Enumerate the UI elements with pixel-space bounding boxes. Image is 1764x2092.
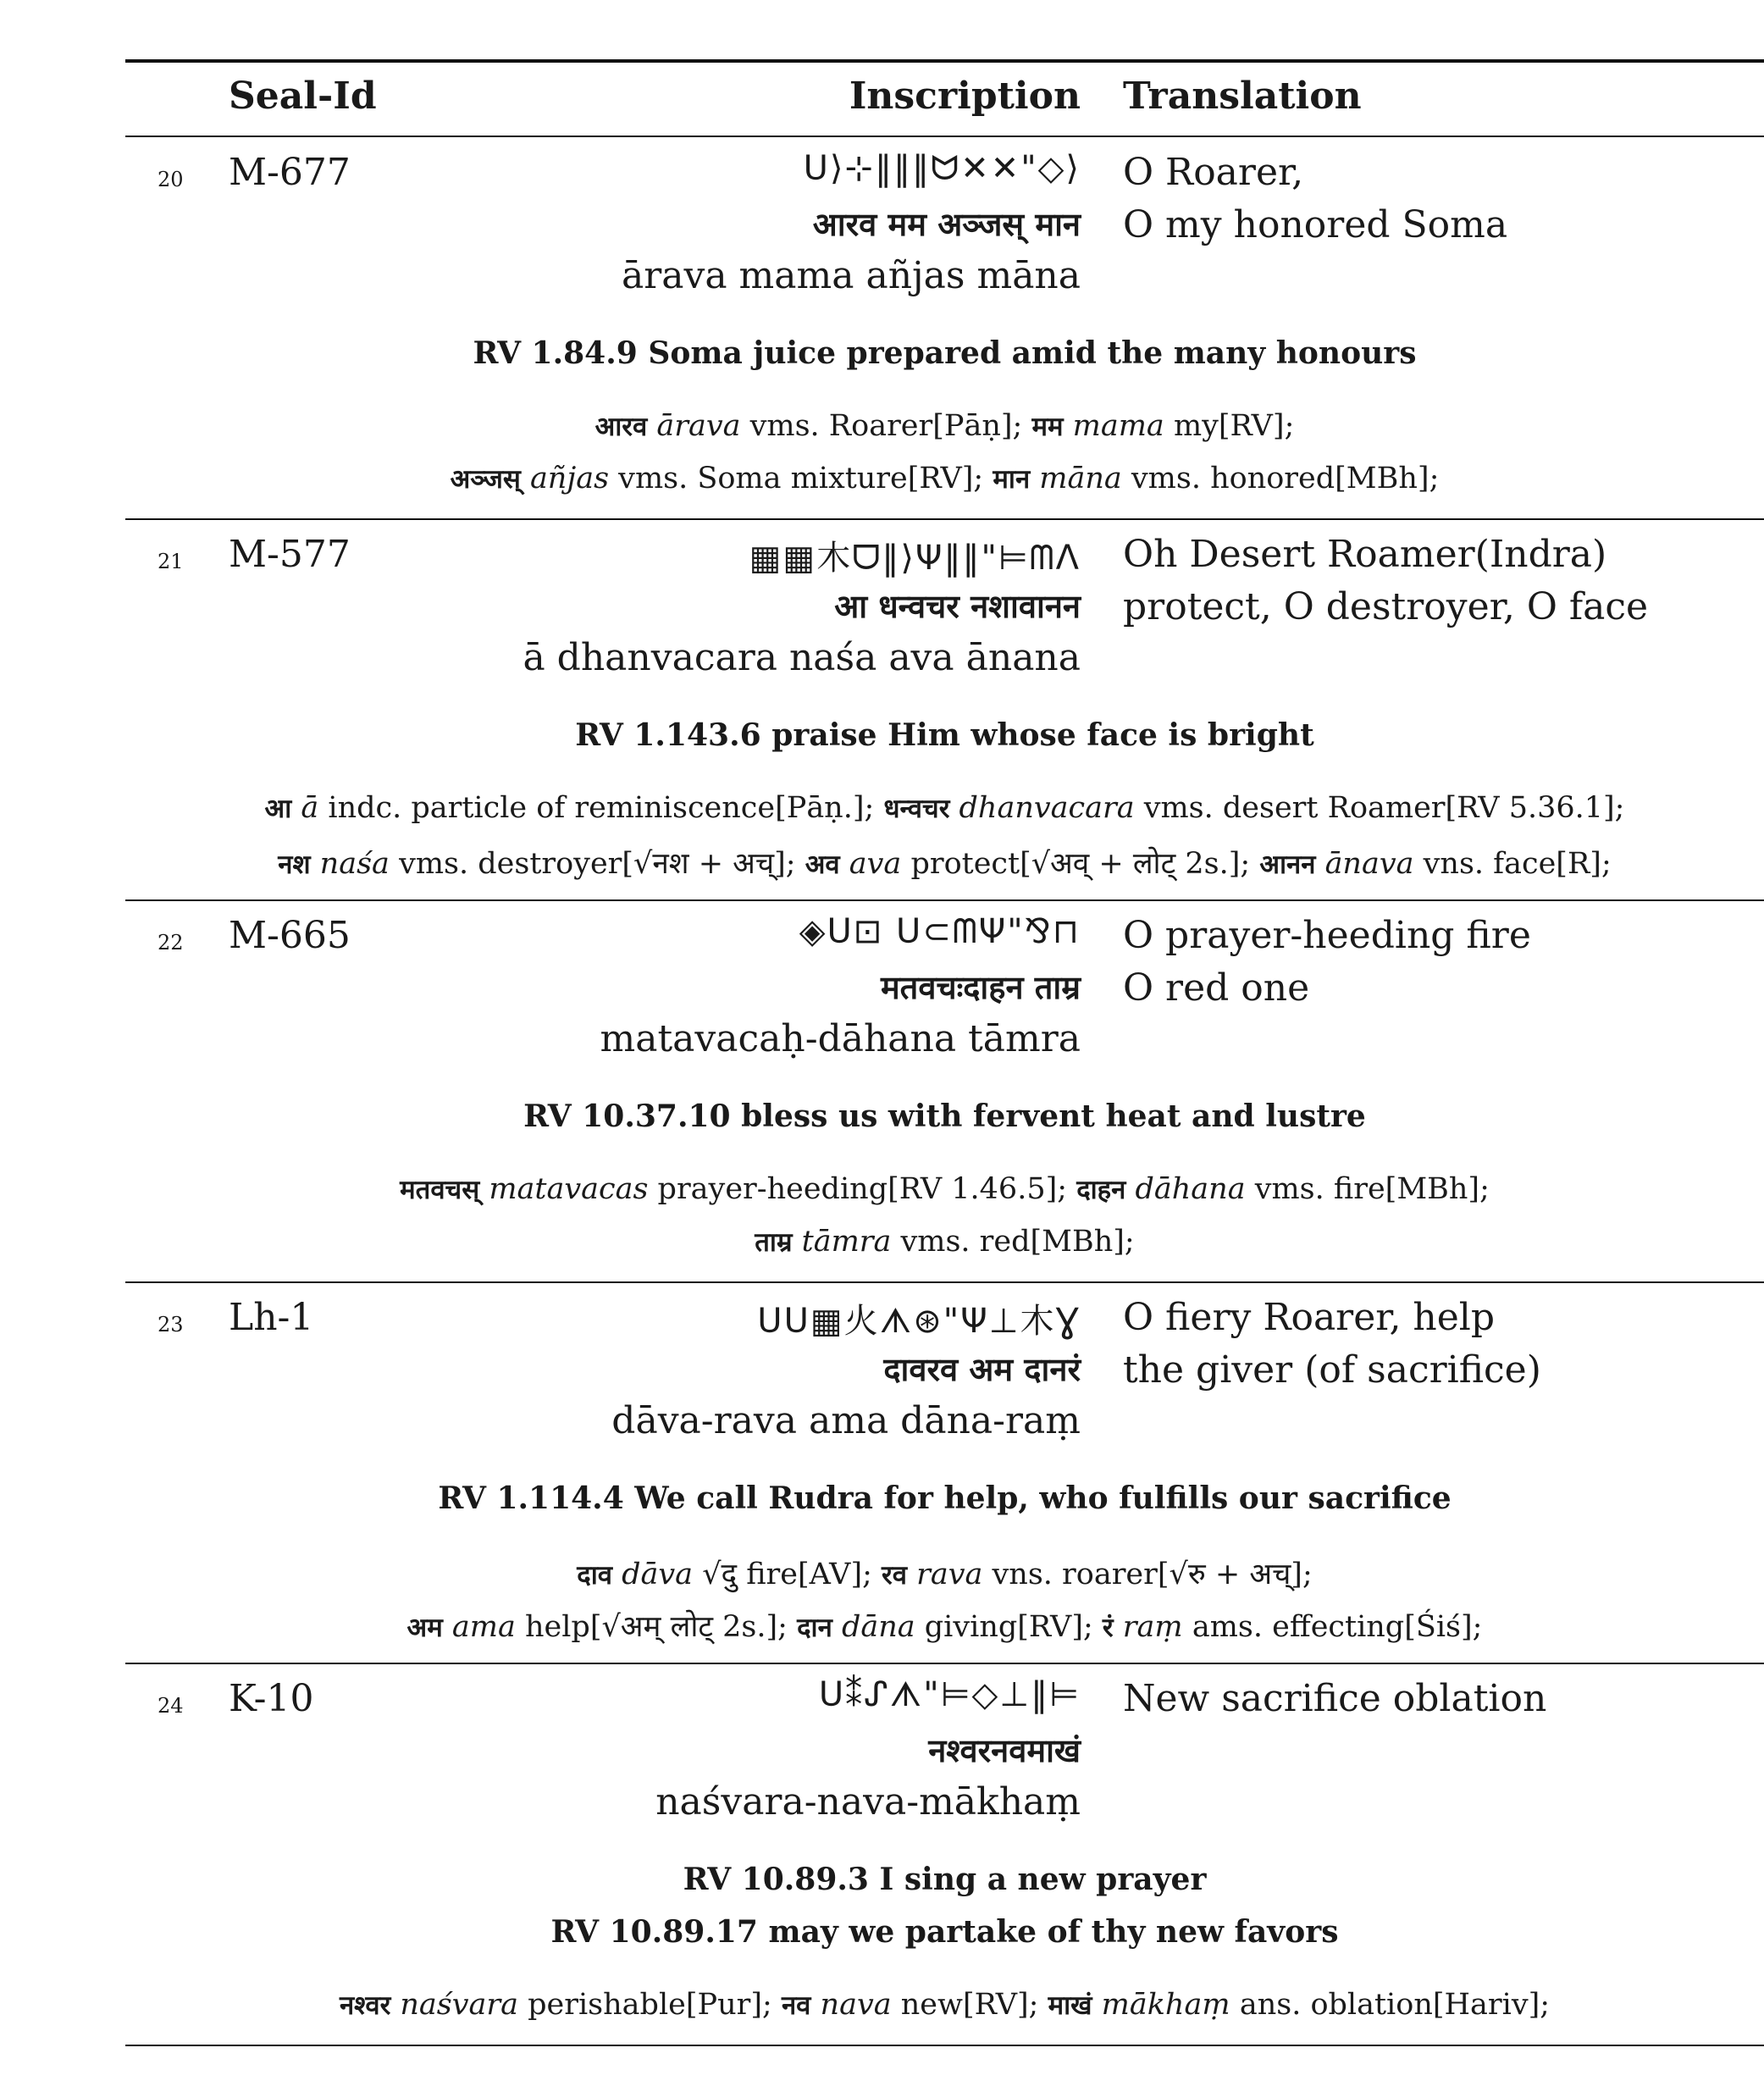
gloss-meaning: vns. roarer[√रु + अच्]; — [992, 1558, 1313, 1591]
seal-id: M-677 — [229, 151, 351, 194]
row-divider — [125, 1663, 1764, 1664]
row-divider — [125, 899, 1764, 901]
gloss-transliteration: añjas — [529, 462, 610, 495]
translation-line: O prayer-heeding fire — [1123, 914, 1531, 957]
devanagari-reading: मतवचःदाहन ताम्र — [880, 969, 1081, 1006]
rigveda-reference: RV 10.89.17 may we partake of thy new favors — [550, 1914, 1339, 1950]
gloss-line — [125, 843, 1764, 883]
gloss-transliteration: mama — [1072, 409, 1164, 443]
gloss-line — [125, 1224, 1764, 1259]
translation-line: O my honored Soma — [1123, 203, 1508, 246]
translation-line: O fiery Roarer, help — [1123, 1296, 1496, 1339]
gloss-devanagari: दाव — [577, 1560, 612, 1591]
gloss-line — [125, 461, 1764, 496]
gloss-devanagari: आनन — [1259, 850, 1316, 880]
gloss-line — [125, 1606, 1764, 1646]
seal-id: M-577 — [229, 533, 351, 576]
gloss-line — [125, 1987, 1764, 2023]
gloss-transliteration: dāhana — [1135, 1172, 1246, 1206]
gloss-meaning: vms. red[MBh]; — [900, 1225, 1135, 1259]
gloss-transliteration: ānava — [1324, 847, 1414, 881]
gloss-meaning: vns. face[R]; — [1423, 847, 1612, 881]
devanagari-reading: आरव मम अञ्जस् मान — [812, 206, 1081, 243]
gloss-line — [125, 408, 1764, 444]
gloss-meaning: ans. oblation[Hariv]; — [1239, 1988, 1551, 2022]
indus-script-inscription: ᑌ⟩⊹‖‖‖ᗢ✕✕"◇⟩ — [803, 149, 1081, 188]
gloss-meaning: ams. effecting[Śiś]; — [1192, 1610, 1483, 1644]
gloss-transliteration: ārava — [656, 409, 741, 443]
indus-script-inscription: ᑌᑌ▦⽕ᗑ⊛"Ψ⊥⽊Ɣ — [757, 1302, 1081, 1341]
devanagari-reading: आ धन्वचर नशावानन — [834, 588, 1081, 625]
gloss-devanagari: दान — [797, 1613, 832, 1643]
gloss-devanagari: आरव — [594, 412, 648, 442]
gloss-devanagari: नव — [781, 1990, 811, 2021]
gloss-devanagari: अञ्जस् — [450, 464, 521, 495]
rigveda-reference: RV 1.143.6 praise Him whose face is bright — [575, 717, 1314, 753]
gloss-devanagari: मान — [993, 464, 1031, 495]
row-divider — [125, 518, 1764, 520]
gloss-devanagari: आ — [264, 794, 292, 824]
gloss-transliteration: dhanvacara — [959, 791, 1135, 825]
transliteration: naśvara-nava-mākhaṃ — [655, 1780, 1081, 1824]
gloss-devanagari: मतवचस् — [400, 1175, 480, 1205]
gloss-transliteration: dāva — [622, 1558, 694, 1591]
gloss-devanagari: दाहन — [1076, 1175, 1126, 1205]
gloss-transliteration: ama — [451, 1610, 516, 1644]
translation-line: Oh Desert Roamer(Indra) — [1123, 533, 1607, 576]
gloss-devanagari: धन्वचर — [883, 794, 950, 824]
gloss-devanagari: नश्वर — [339, 1990, 391, 2021]
header-inscription: Inscription — [849, 75, 1081, 118]
gloss-transliteration: māna — [1039, 462, 1122, 495]
gloss-meaning: my[RV]; — [1173, 409, 1295, 443]
gloss-transliteration: tāmra — [801, 1225, 892, 1259]
table-bottom-rule — [125, 2045, 1764, 2046]
seal-id: K-10 — [229, 1677, 314, 1720]
row-number: 20 — [158, 168, 184, 191]
gloss-line — [125, 1553, 1764, 1593]
gloss-transliteration: rava — [916, 1558, 983, 1591]
header-translation: Translation — [1123, 75, 1362, 118]
rigveda-reference: RV 10.89.3 I sing a new prayer — [683, 1862, 1207, 1897]
gloss-devanagari: अम — [406, 1613, 443, 1643]
gloss-meaning: vms. desert Roamer[RV 5.36.1]; — [1143, 791, 1625, 825]
header-bottom-rule — [125, 136, 1764, 137]
gloss-devanagari: रं — [1102, 1613, 1114, 1643]
gloss-meaning: √दु fire[AV]; — [702, 1558, 872, 1591]
indus-script-inscription: ▦▦⽊ᗜ‖⟩Ψ‖‖"⊨ᗰᐱ — [749, 539, 1081, 578]
gloss-devanagari: ताम्र — [755, 1227, 793, 1258]
gloss-transliteration: nava — [820, 1988, 892, 2022]
transliteration: ārava mama añjas māna — [621, 254, 1081, 297]
gloss-transliteration: ava — [849, 847, 902, 881]
translation-line: protect, O destroyer, O face — [1123, 585, 1649, 628]
row-divider — [125, 1281, 1764, 1283]
gloss-meaning: help[√अम् लोट् 2s.]; — [524, 1610, 788, 1644]
gloss-meaning: vms. honored[MBh]; — [1131, 462, 1440, 495]
seal-id: Lh-1 — [229, 1296, 314, 1339]
gloss-meaning: protect[√अव् + लोट् 2s.]; — [910, 847, 1251, 881]
gloss-transliteration: naśa — [319, 847, 390, 881]
gloss-devanagari: अव — [805, 850, 840, 880]
gloss-meaning: indc. particle of reminiscence[Pāṇ.]; — [328, 791, 875, 825]
gloss-meaning: vms. Roarer[Pāṇ]; — [749, 409, 1023, 443]
gloss-transliteration: raṃ — [1122, 1610, 1183, 1644]
gloss-devanagari: नश — [278, 850, 311, 880]
gloss-devanagari: मम — [1031, 412, 1064, 442]
indus-script-inscription: ◈ᑌ⊡ ᑌ⊂ᗰΨ"⅋⊓ — [799, 912, 1081, 951]
row-number: 23 — [158, 1313, 184, 1337]
gloss-meaning: new[RV]; — [900, 1988, 1039, 2022]
translation-line: New sacrifice oblation — [1123, 1677, 1547, 1720]
gloss-meaning: perishable[Pur]; — [528, 1988, 772, 2022]
translation-line: O Roarer, — [1123, 151, 1304, 194]
rigveda-reference: RV 1.84.9 Soma juice prepared amid the many honours — [473, 335, 1417, 371]
transliteration: matavacaḥ-dāhana tāmra — [600, 1017, 1081, 1060]
row-number: 22 — [158, 931, 184, 955]
gloss-transliteration: ā — [301, 791, 319, 825]
gloss-meaning: vms. fire[MBh]; — [1254, 1172, 1490, 1206]
rigveda-reference: RV 10.37.10 bless us with fervent heat and lustre — [523, 1099, 1366, 1134]
gloss-transliteration: dāna — [841, 1610, 915, 1644]
gloss-transliteration: mākhaṃ — [1101, 1988, 1230, 2022]
row-number: 24 — [158, 1694, 184, 1718]
row-number: 21 — [158, 550, 184, 573]
translation-line: O red one — [1123, 966, 1310, 1010]
gloss-meaning: vms. destroyer[√नश + अच्]; — [399, 847, 796, 881]
devanagari-reading: नश्वरनवमाखं — [928, 1732, 1081, 1769]
devanagari-reading: दावरव अम दानरं — [883, 1351, 1081, 1388]
transliteration: dāva-rava ama dāna-raṃ — [611, 1399, 1081, 1442]
transliteration: ā dhanvacara naśa ava ānana — [523, 636, 1081, 679]
gloss-transliteration: matavacas — [489, 1172, 649, 1206]
gloss-meaning: giving[RV]; — [924, 1610, 1093, 1644]
gloss-line — [125, 1171, 1764, 1207]
rigveda-reference: RV 1.114.4 We call Rudra for help, who fulfills our sacrifice — [438, 1480, 1452, 1516]
gloss-transliteration: naśvara — [400, 1988, 518, 2022]
header-seal-id: Seal-Id — [229, 75, 377, 118]
indus-script-inscription: ᑌ⁑ᔑᗑ"⊨◇⊥‖⊨ — [818, 1675, 1081, 1714]
gloss-line — [125, 790, 1764, 826]
gloss-meaning: vms. Soma mixture[RV]; — [618, 462, 984, 495]
table-top-rule — [125, 59, 1764, 63]
translation-line: the giver (of sacrifice) — [1123, 1348, 1541, 1392]
gloss-devanagari: माखं — [1048, 1990, 1092, 2021]
seal-id: M-665 — [229, 914, 351, 957]
gloss-meaning: prayer-heeding[RV 1.46.5]; — [657, 1172, 1068, 1206]
gloss-devanagari: रव — [882, 1560, 907, 1591]
